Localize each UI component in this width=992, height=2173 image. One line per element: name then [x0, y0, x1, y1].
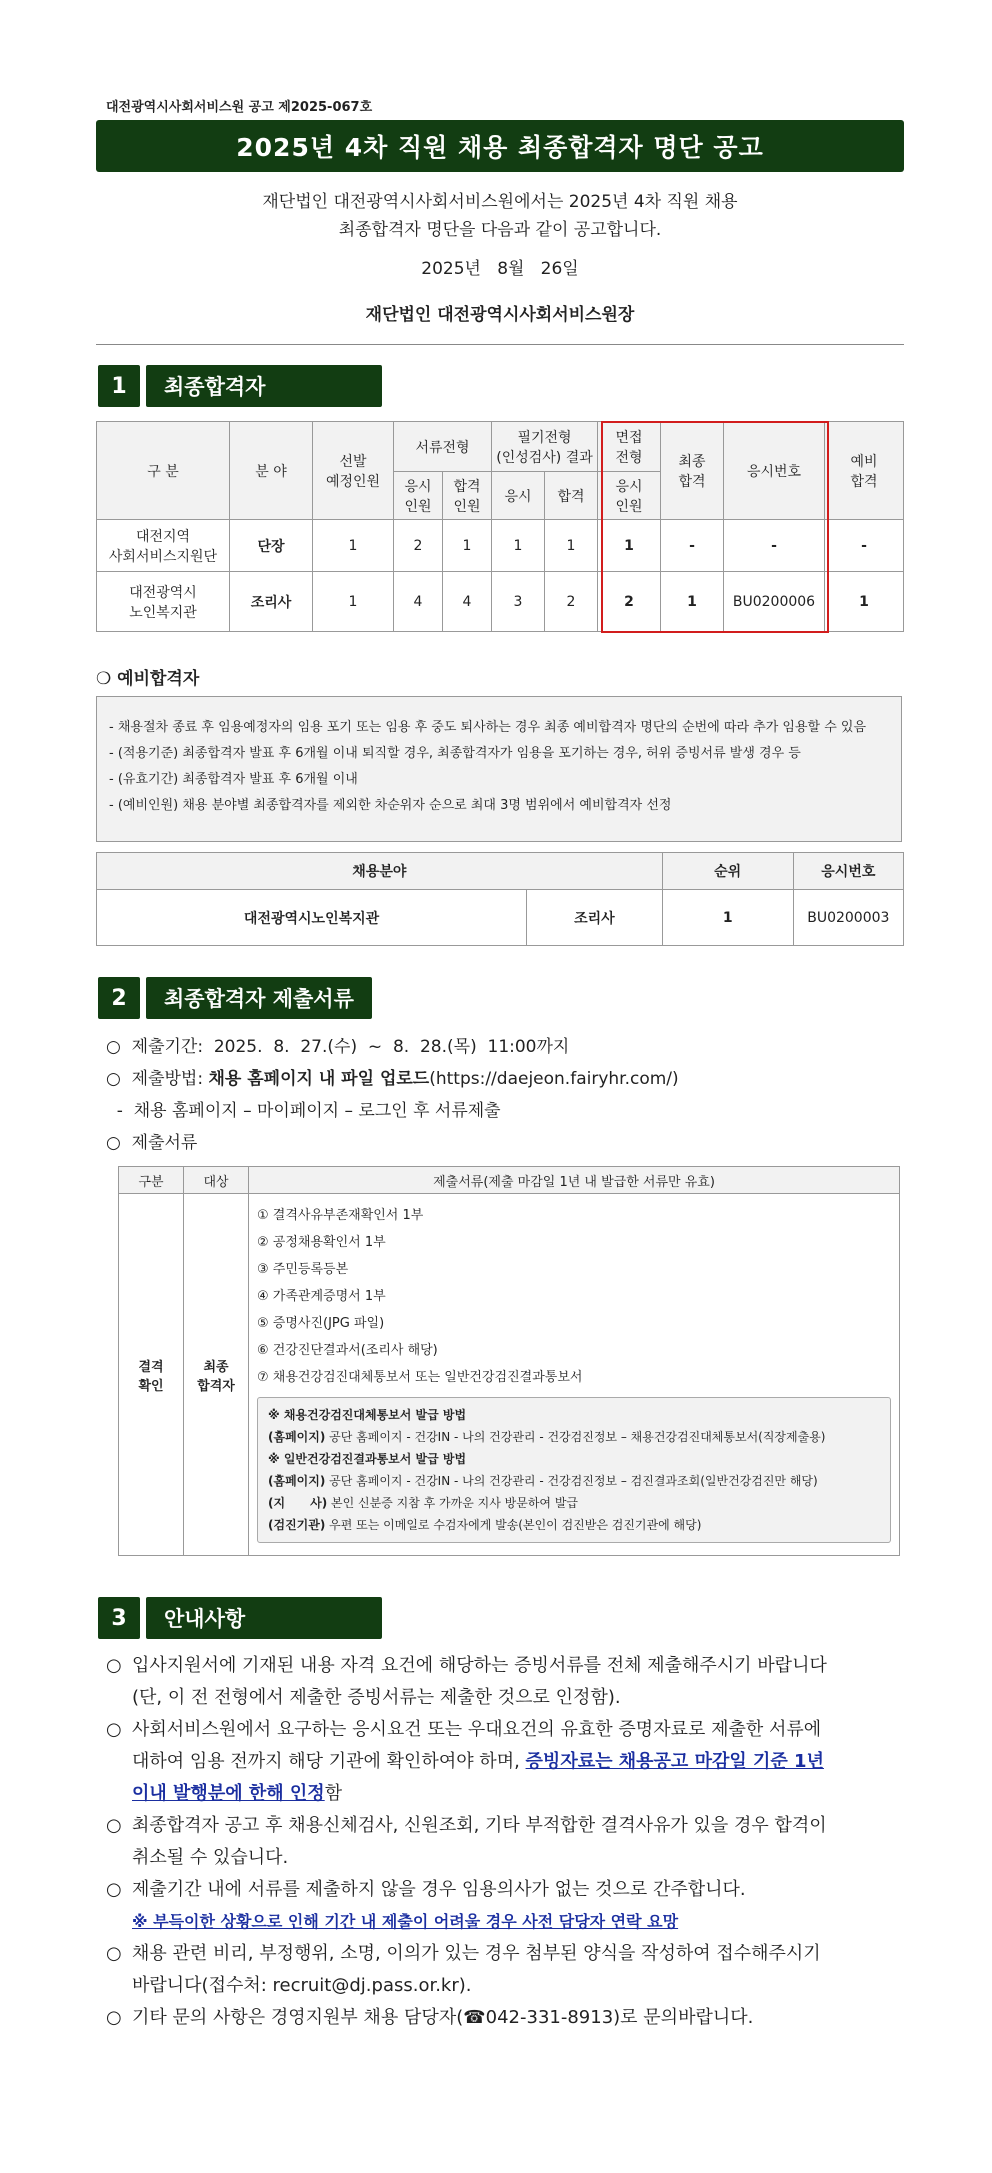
section-2-number: 2 — [98, 977, 140, 1019]
submit-method-bold: 채용 홈페이지 내 파일 업로드 — [208, 1069, 430, 1089]
table-row — [97, 572, 904, 632]
cell-org: 대전광역시노인복지관 — [97, 890, 527, 946]
submit-method — [106, 1064, 679, 1089]
submit-method-sub: - 채용 홈페이지 – 마이페이지 – 로그인 후 서류제출 — [106, 1101, 501, 1121]
rule-line: - (적용기준) 최종합격자 발표 후 6개월 이내 퇴직할 경우, 최종합격자가 임용을 포기하는 경우, 허위 증빙서류 발생 경우 등 — [109, 746, 801, 761]
cell-doc-passed: 1 — [443, 520, 492, 572]
reserve-table — [96, 852, 904, 946]
col-app-no: 응시번호 — [724, 422, 825, 520]
col-written-stage: 필기전형 (인성검사) 결과 — [492, 422, 598, 472]
col-rank: 순위 — [662, 853, 793, 890]
issuance-guide — [257, 1397, 891, 1543]
divider — [96, 344, 904, 345]
section-3-header — [98, 1597, 382, 1639]
section-3-number: 3 — [98, 1597, 140, 1639]
section-1-header — [98, 365, 382, 407]
intro-line-2: 최종합격자 명단을 다음과 같이 공고합니다. — [338, 220, 662, 240]
cell-reserve: 1 — [825, 572, 904, 632]
guide-line: (지 사) 본인 신분증 지참 후 가까운 지사 방문하여 발급 — [268, 1496, 578, 1510]
cell-final: - — [661, 520, 724, 572]
document-item: ⑥ 건강진단결과서(조리사 해당) — [257, 1343, 438, 1358]
final-pass-table — [96, 421, 904, 632]
col-type: 구분 — [119, 1167, 184, 1194]
list-item: ○ 채용 관련 비리, 부정행위, 소명, 이의가 있는 경우 첨부된 양식을 작성하여 접수해주시기 — [106, 1943, 821, 1964]
cell-final: 1 — [661, 572, 724, 632]
cell-category: 대전광역시 노인복지관 — [97, 572, 230, 632]
issuer: 재단법인 대전광역시사회서비스원장 — [365, 305, 635, 325]
cell-written-took: 1 — [492, 520, 545, 572]
list-item: ○ 최종합격자 공고 후 채용신체검사, 신원조회, 기타 부적합한 결격사유가 있을 경우 합격이 — [106, 1815, 827, 1836]
guide-line: ※ 일반건강검진결과통보서 발급 방법 — [268, 1452, 467, 1466]
cell-written-passed: 2 — [545, 572, 598, 632]
document-item: ⑦ 채용건강검진대체통보서 또는 일반건강검진결과통보서 — [257, 1370, 583, 1385]
col-category: 구 분 — [97, 422, 230, 520]
table-row — [97, 520, 904, 572]
highlight-text: 이내 발행분에 한해 인정 — [132, 1783, 325, 1804]
page-title: 2025년 4차 직원 채용 최종합격자 명단 공고 — [96, 120, 904, 172]
cell-planned: 1 — [313, 520, 394, 572]
cell-interview: 1 — [598, 520, 661, 572]
document-item: ④ 가족관계증명서 1부 — [257, 1289, 386, 1304]
table-row — [97, 890, 904, 946]
col-interview-applied: 응시 인원 — [598, 472, 661, 520]
notice-number: 대전광역시사회서비스원 공고 제2025-067호 — [106, 100, 373, 115]
documents-table — [118, 1166, 900, 1556]
document-item: ⑤ 증명사진(JPG 파일) — [257, 1316, 385, 1331]
list-item: ○ 제출기간 내에 서류를 제출하지 않을 경우 임용의사가 없는 것으로 간주합니다. — [106, 1879, 746, 1900]
col-planned: 선발 예정인원 — [313, 422, 394, 520]
cell-app-no: - — [724, 520, 825, 572]
list-item: ○ 입사지원서에 기재된 내용 자격 요건에 해당하는 증빙서류를 전체 제출해주시기 바랍니다 — [106, 1655, 827, 1676]
intro-line-1: 재단법인 대전광역시사회서비스원에서는 2025년 4차 직원 채용 — [262, 192, 738, 212]
col-docs: 제출서류(제출 마감일 1년 내 발급한 서류만 유효) — [249, 1167, 900, 1194]
col-written-took: 응시 — [492, 472, 545, 520]
reserve-heading: ❍ 예비합격자 — [96, 669, 200, 689]
col-field: 분 야 — [230, 422, 313, 520]
list-item: ○ 기타 문의 사항은 경영지원부 채용 담당자(☎042-331-8913)로 문의바랍니다. — [106, 2007, 754, 2028]
guide-line: (검진기관) 우편 또는 이메일로 수검자에게 발송(본인이 검진받은 검진기관에 해당) — [268, 1518, 702, 1532]
col-reserve: 예비 합격 — [825, 422, 904, 520]
highlight-text: 증빙자료는 채용공고 마감일 기준 1년 — [525, 1751, 824, 1772]
cell-field: 조리사 — [230, 572, 313, 632]
section-1-number: 1 — [98, 365, 140, 407]
col-doc-passed: 합격 인원 — [443, 472, 492, 520]
rule-line: - (유효기간) 최종합격자 발표 후 6개월 이내 — [109, 772, 358, 787]
guide-line: (홈페이지) 공단 홈페이지 - 건강IN - 나의 건강관리 - 건강검진정보 – 채용건강검진대체통보서(직장제출용) — [268, 1430, 826, 1444]
guide-line: (홈페이지) 공단 홈페이지 - 건강IN - 나의 건강관리 - 건강검진정보 – 검진결과조회(일반건강검진만 해당) — [268, 1474, 818, 1488]
cell-doc-passed: 4 — [443, 572, 492, 632]
cell-job: 조리사 — [527, 890, 663, 946]
cell-doc-applied: 4 — [394, 572, 443, 632]
cell-target: 최종 합격자 — [184, 1194, 249, 1556]
cell-rank: 1 — [662, 890, 793, 946]
section-2-title: 최종합격자 제출서류 — [146, 977, 372, 1019]
section-3-title: 안내사항 — [146, 1597, 382, 1639]
submit-period: ○ 제출기간: 2025. 8. 27.(수) ~ 8. 28.(목) 11:00까지 — [106, 1037, 570, 1057]
cell-interview: 2 — [598, 572, 661, 632]
rule-line: - 채용절차 종료 후 임용예정자의 임용 포기 또는 임용 후 중도 퇴사하는 경우 최종 예비합격자 명단의 순번에 따라 추가 임용할 수 있음 — [109, 720, 867, 735]
col-app-no: 응시번호 — [793, 853, 903, 890]
list-item: ○ 사회서비스원에서 요구하는 응시요건 또는 우대요건의 유효한 증명자료로 제출한 서류에 — [106, 1719, 822, 1740]
cell-app-no: BU0200003 — [793, 890, 903, 946]
submit-url[interactable]: (https://daejeon.fairyhr.com/) — [429, 1069, 679, 1089]
cell-written-took: 3 — [492, 572, 545, 632]
cell-type: 결격 확인 — [119, 1194, 184, 1556]
rule-line: - (예비인원) 채용 분야별 최종합격자를 제외한 차순위자 순으로 최대 3명 범위에서 예비합격자 선정 — [109, 798, 672, 813]
submit-method-label: ○ 제출방법: — [106, 1069, 209, 1089]
cell-category: 대전지역 사회서비스지원단 — [97, 520, 230, 572]
col-target: 대상 — [184, 1167, 249, 1194]
cell-doc-applied: 2 — [394, 520, 443, 572]
cell-reserve: - — [825, 520, 904, 572]
guide-line: ※ 채용건강검진대체통보서 발급 방법 — [268, 1408, 467, 1422]
col-final: 최종 합격 — [661, 422, 724, 520]
col-doc-stage: 서류전형 — [394, 422, 492, 472]
document-item: ① 결격사유부존재확인서 1부 — [257, 1208, 424, 1223]
section-2-header — [98, 977, 372, 1019]
document-item: ③ 주민등록등본 — [257, 1262, 349, 1277]
notice-date: 2025년 8월 26일 — [421, 259, 579, 279]
cell-written-passed: 1 — [545, 520, 598, 572]
col-doc-applied: 응시 인원 — [394, 472, 443, 520]
section-1-title: 최종합격자 — [146, 365, 382, 407]
col-interview: 면접 전형 — [598, 422, 661, 472]
cell-app-no: BU0200006 — [724, 572, 825, 632]
reserve-rules — [96, 696, 902, 842]
documents-list — [249, 1194, 900, 1556]
document-item: ② 공정채용확인서 1부 — [257, 1235, 386, 1250]
col-field: 채용분야 — [97, 853, 663, 890]
guidance-list: ○ 입사지원서에 기재된 내용 자격 요건에 해당하는 증빙서류를 전체 제출해주시기 바랍니다 (단, 이 전 전형에서 제출한 증빙서류는 제출한 것으로 인정함). ○ 사회서비스원에서 요구하는 응시요건 또는 우대요건의 유효한 증명자료로 제출한 서류에 대하여 임용 전까지 해당 기관에 확인하여야 하며, 증빙자료는 채용공고 마감일 기준 1년 이내 발행분에 한해 인정함 ○ 최종합격자 공고 후 채용신체검사, 신원조회, 기타 부적합한 결격사유가 있을 경우 합격이 취소될 수 있습니다. ○ 제출기간 내에 서류를 제출하지 않을 경우 임용의사가 없는 것으로 간주합니다. ※ 부득이한 상황으로 인해 기간 내 제출이 어려울 경우 사전 담당자 연락 요망 ○ 채용 관련 비리, 부정행위, 소명, 이의가 있는 경우 첨부된 양식을 작성하여 접수해주시기 바랍니다(접수처: recruit@dj.pass.or.kr). ○ 기타 문의 사항은 경영지원부 채용 담당자(☎042-331-8913)로 문의바랍니다. — [106, 1650, 906, 2034]
cell-field: 단장 — [230, 520, 313, 572]
urgent-note: ※ 부득이한 상황으로 인해 기간 내 제출이 어려울 경우 사전 담당자 연락 요망 — [132, 1912, 679, 1931]
intro-text — [96, 188, 904, 244]
submit-docs-heading: ○ 제출서류 — [106, 1133, 198, 1153]
col-written-passed: 합격 — [545, 472, 598, 520]
cell-planned: 1 — [313, 572, 394, 632]
